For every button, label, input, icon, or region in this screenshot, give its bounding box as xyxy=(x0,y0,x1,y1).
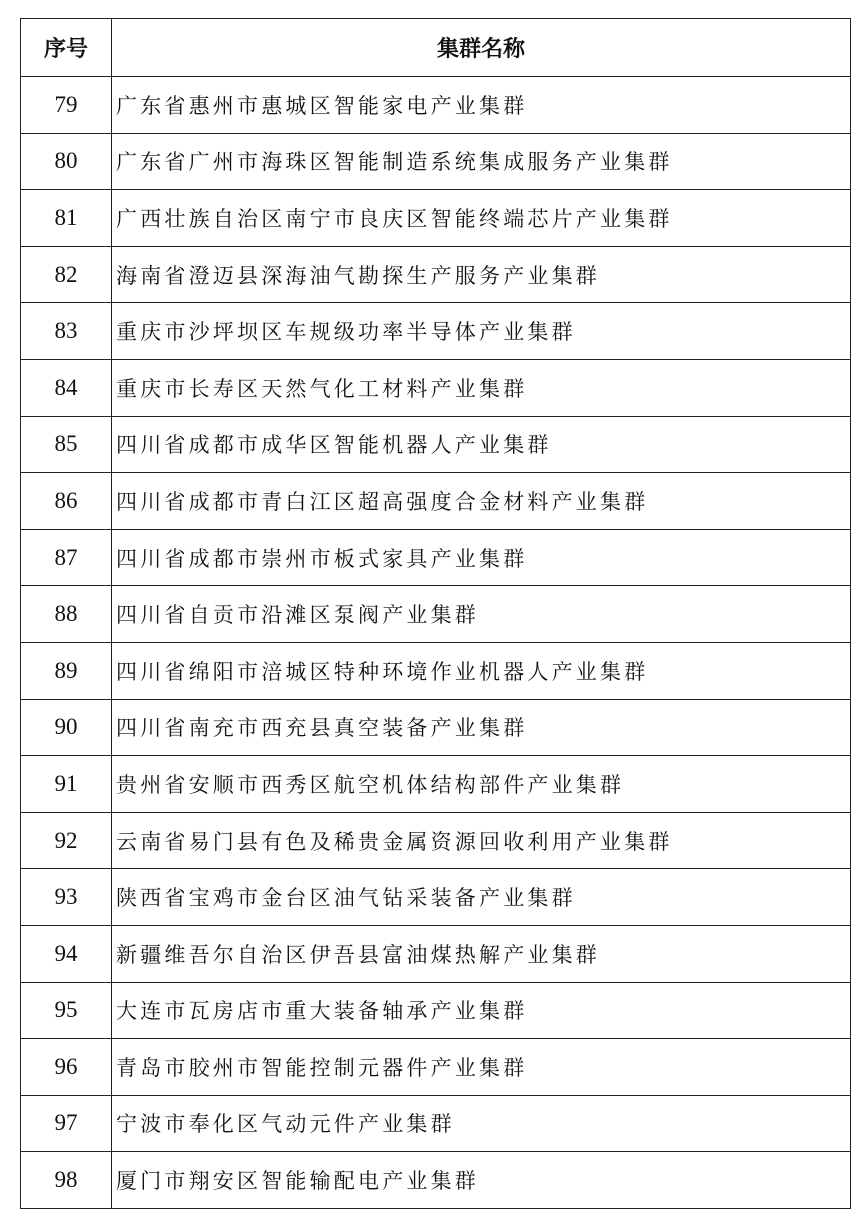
row-cluster-name: 广东省广州市海珠区智能制造系统集成服务产业集群 xyxy=(112,133,851,190)
row-cluster-name: 新疆维吾尔自治区伊吾县富油煤热解产业集群 xyxy=(112,925,851,982)
table-row xyxy=(21,529,851,586)
row-index: 94 xyxy=(21,925,112,982)
row-cluster-name: 陕西省宝鸡市金台区油气钻采装备产业集群 xyxy=(112,869,851,926)
table-row xyxy=(21,1095,851,1152)
row-index: 90 xyxy=(21,699,112,756)
table-row xyxy=(21,925,851,982)
row-cluster-name: 四川省自贡市沿滩区泵阀产业集群 xyxy=(112,586,851,643)
row-index: 98 xyxy=(21,1152,112,1209)
row-index: 82 xyxy=(21,246,112,303)
row-cluster-name: 贵州省安顺市西秀区航空机体结构部件产业集群 xyxy=(112,756,851,813)
table-row xyxy=(21,473,851,530)
row-cluster-name: 大连市瓦房店市重大装备轴承产业集群 xyxy=(112,982,851,1039)
row-cluster-name: 厦门市翔安区智能输配电产业集群 xyxy=(112,1152,851,1209)
header-index: 序号 xyxy=(21,19,112,77)
row-index: 85 xyxy=(21,416,112,473)
table-row xyxy=(21,642,851,699)
table-row xyxy=(21,756,851,813)
cluster-table-container xyxy=(20,18,850,1209)
row-index: 92 xyxy=(21,812,112,869)
row-cluster-name: 四川省成都市崇州市板式家具产业集群 xyxy=(112,529,851,586)
table-row xyxy=(21,1152,851,1209)
row-index: 79 xyxy=(21,77,112,134)
row-cluster-name: 四川省成都市成华区智能机器人产业集群 xyxy=(112,416,851,473)
row-cluster-name: 广东省惠州市惠城区智能家电产业集群 xyxy=(112,77,851,134)
table-row xyxy=(21,1039,851,1096)
row-index: 87 xyxy=(21,529,112,586)
table-row xyxy=(21,982,851,1039)
row-index: 97 xyxy=(21,1095,112,1152)
row-cluster-name: 云南省易门县有色及稀贵金属资源回收利用产业集群 xyxy=(112,812,851,869)
row-cluster-name: 四川省绵阳市涪城区特种环境作业机器人产业集群 xyxy=(112,642,851,699)
row-index: 81 xyxy=(21,190,112,247)
cluster-table xyxy=(20,18,851,1209)
row-index: 96 xyxy=(21,1039,112,1096)
row-index: 89 xyxy=(21,642,112,699)
row-cluster-name: 重庆市沙坪坝区车规级功率半导体产业集群 xyxy=(112,303,851,360)
row-cluster-name: 四川省成都市青白江区超高强度合金材料产业集群 xyxy=(112,473,851,530)
table-row xyxy=(21,303,851,360)
table-row xyxy=(21,190,851,247)
table-row xyxy=(21,359,851,416)
row-cluster-name: 宁波市奉化区气动元件产业集群 xyxy=(112,1095,851,1152)
row-cluster-name: 海南省澄迈县深海油气勘探生产服务产业集群 xyxy=(112,246,851,303)
row-index: 91 xyxy=(21,756,112,813)
header-cluster-name: 集群名称 xyxy=(112,19,851,77)
row-cluster-name: 重庆市长寿区天然气化工材料产业集群 xyxy=(112,359,851,416)
row-index: 88 xyxy=(21,586,112,643)
row-index: 93 xyxy=(21,869,112,926)
row-index: 80 xyxy=(21,133,112,190)
table-row xyxy=(21,812,851,869)
row-index: 86 xyxy=(21,473,112,530)
table-body xyxy=(21,77,851,1209)
row-index: 95 xyxy=(21,982,112,1039)
row-index: 83 xyxy=(21,303,112,360)
table-row xyxy=(21,246,851,303)
table-row xyxy=(21,133,851,190)
table-row xyxy=(21,416,851,473)
table-row xyxy=(21,77,851,134)
row-cluster-name: 青岛市胶州市智能控制元器件产业集群 xyxy=(112,1039,851,1096)
row-cluster-name: 四川省南充市西充县真空装备产业集群 xyxy=(112,699,851,756)
table-row xyxy=(21,869,851,926)
row-cluster-name: 广西壮族自治区南宁市良庆区智能终端芯片产业集群 xyxy=(112,190,851,247)
table-row xyxy=(21,699,851,756)
row-index: 84 xyxy=(21,359,112,416)
table-header-row xyxy=(21,19,851,77)
table-row xyxy=(21,586,851,643)
